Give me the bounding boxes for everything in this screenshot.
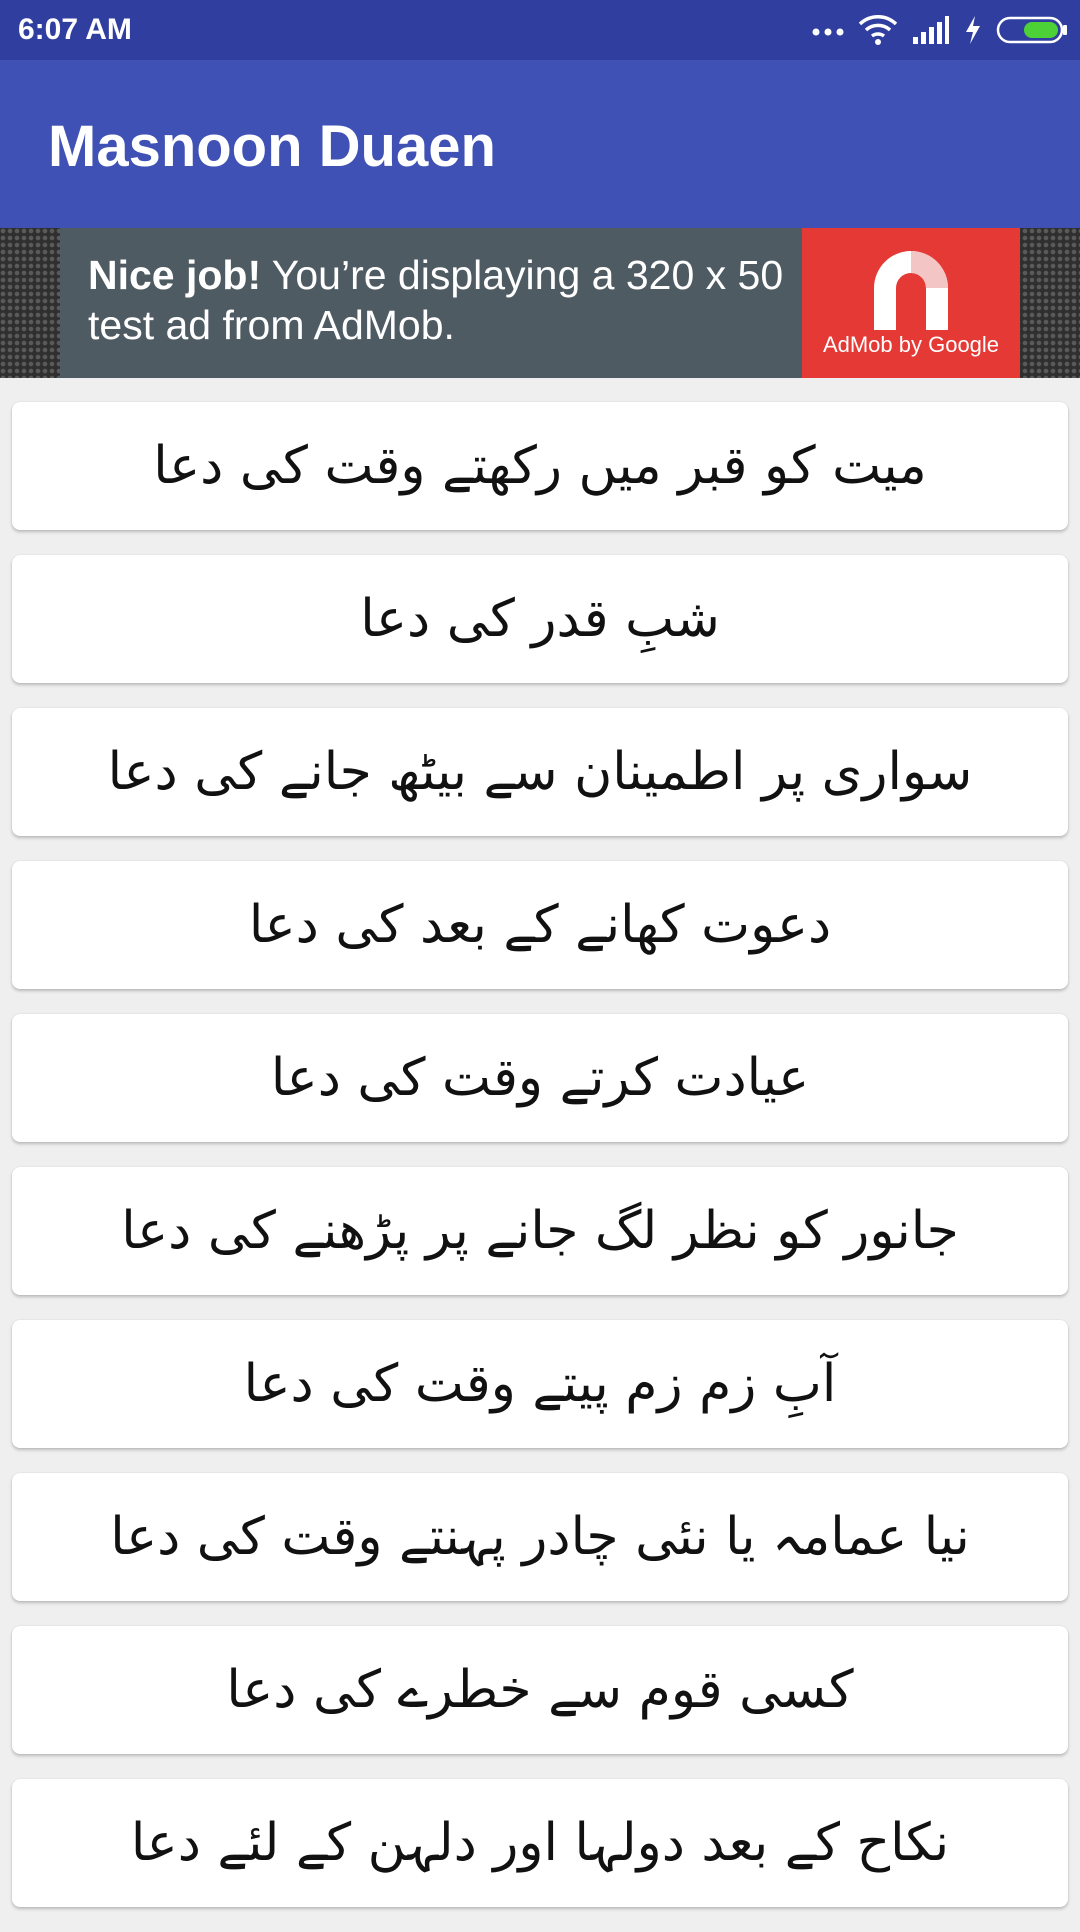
list-item[interactable] (12, 1167, 1068, 1295)
list-item-label: کسی قوم سے خطرے کی دعا (226, 1660, 854, 1720)
list-item-label: سواری پر اطمینان سے بیٹھ جانے کی دعا (107, 742, 973, 802)
list-item-label: میت کو قبر میں رکھتے وقت کی دعا (153, 436, 927, 496)
dua-list (12, 402, 1068, 1932)
ad-banner[interactable] (0, 228, 1080, 378)
charging-bolt-icon (964, 15, 982, 45)
list-item[interactable] (12, 555, 1068, 683)
admob-logo-icon (864, 244, 958, 330)
more-dots-icon (812, 24, 844, 36)
ad-text (88, 250, 848, 350)
list-item[interactable] (12, 861, 1068, 989)
wifi-icon (858, 14, 898, 46)
list-item-label: نکاح کے بعد دولہا اور دلہن کے لئے دعا (130, 1813, 950, 1873)
status-icons (812, 12, 1068, 48)
list-item[interactable] (12, 1626, 1068, 1754)
list-item[interactable] (12, 1473, 1068, 1601)
list-item-label: دعوت کھانے کے بعد کی دعا (248, 895, 832, 955)
ad-headline: Nice job! (88, 252, 262, 298)
list-item-label: جانور کو نظر لگ جانے پر پڑھنے کی دعا (121, 1201, 959, 1261)
ad-content[interactable] (60, 228, 1020, 378)
app-title: Masnoon Duaen (48, 114, 496, 179)
list-item[interactable] (12, 1779, 1068, 1907)
list-item-label: عیادت کرتے وقت کی دعا (270, 1048, 810, 1108)
status-time: 6:07 AM (18, 13, 132, 46)
ad-logo-caption: AdMob by Google (822, 332, 1000, 357)
list-item-label: آبِ زم زم پیتے وقت کی دعا (243, 1354, 837, 1414)
list-item-label: شبِ قدر کی دعا (360, 589, 720, 649)
list-item[interactable] (12, 708, 1068, 836)
ad-body: You’re displaying a 320 x 50 test ad from AdMob. (88, 252, 784, 348)
list-item[interactable] (12, 1320, 1068, 1448)
status-bar (0, 0, 1080, 60)
admob-logo (802, 228, 1020, 378)
battery-icon (996, 15, 1068, 45)
app-bar (0, 60, 1080, 228)
list-item[interactable] (12, 402, 1068, 530)
list-item-label: نیا عمامہ یا نئی چادر پہنتے وقت کی دعا (110, 1507, 970, 1567)
signal-icon (912, 15, 950, 45)
list-item[interactable] (12, 1014, 1068, 1142)
